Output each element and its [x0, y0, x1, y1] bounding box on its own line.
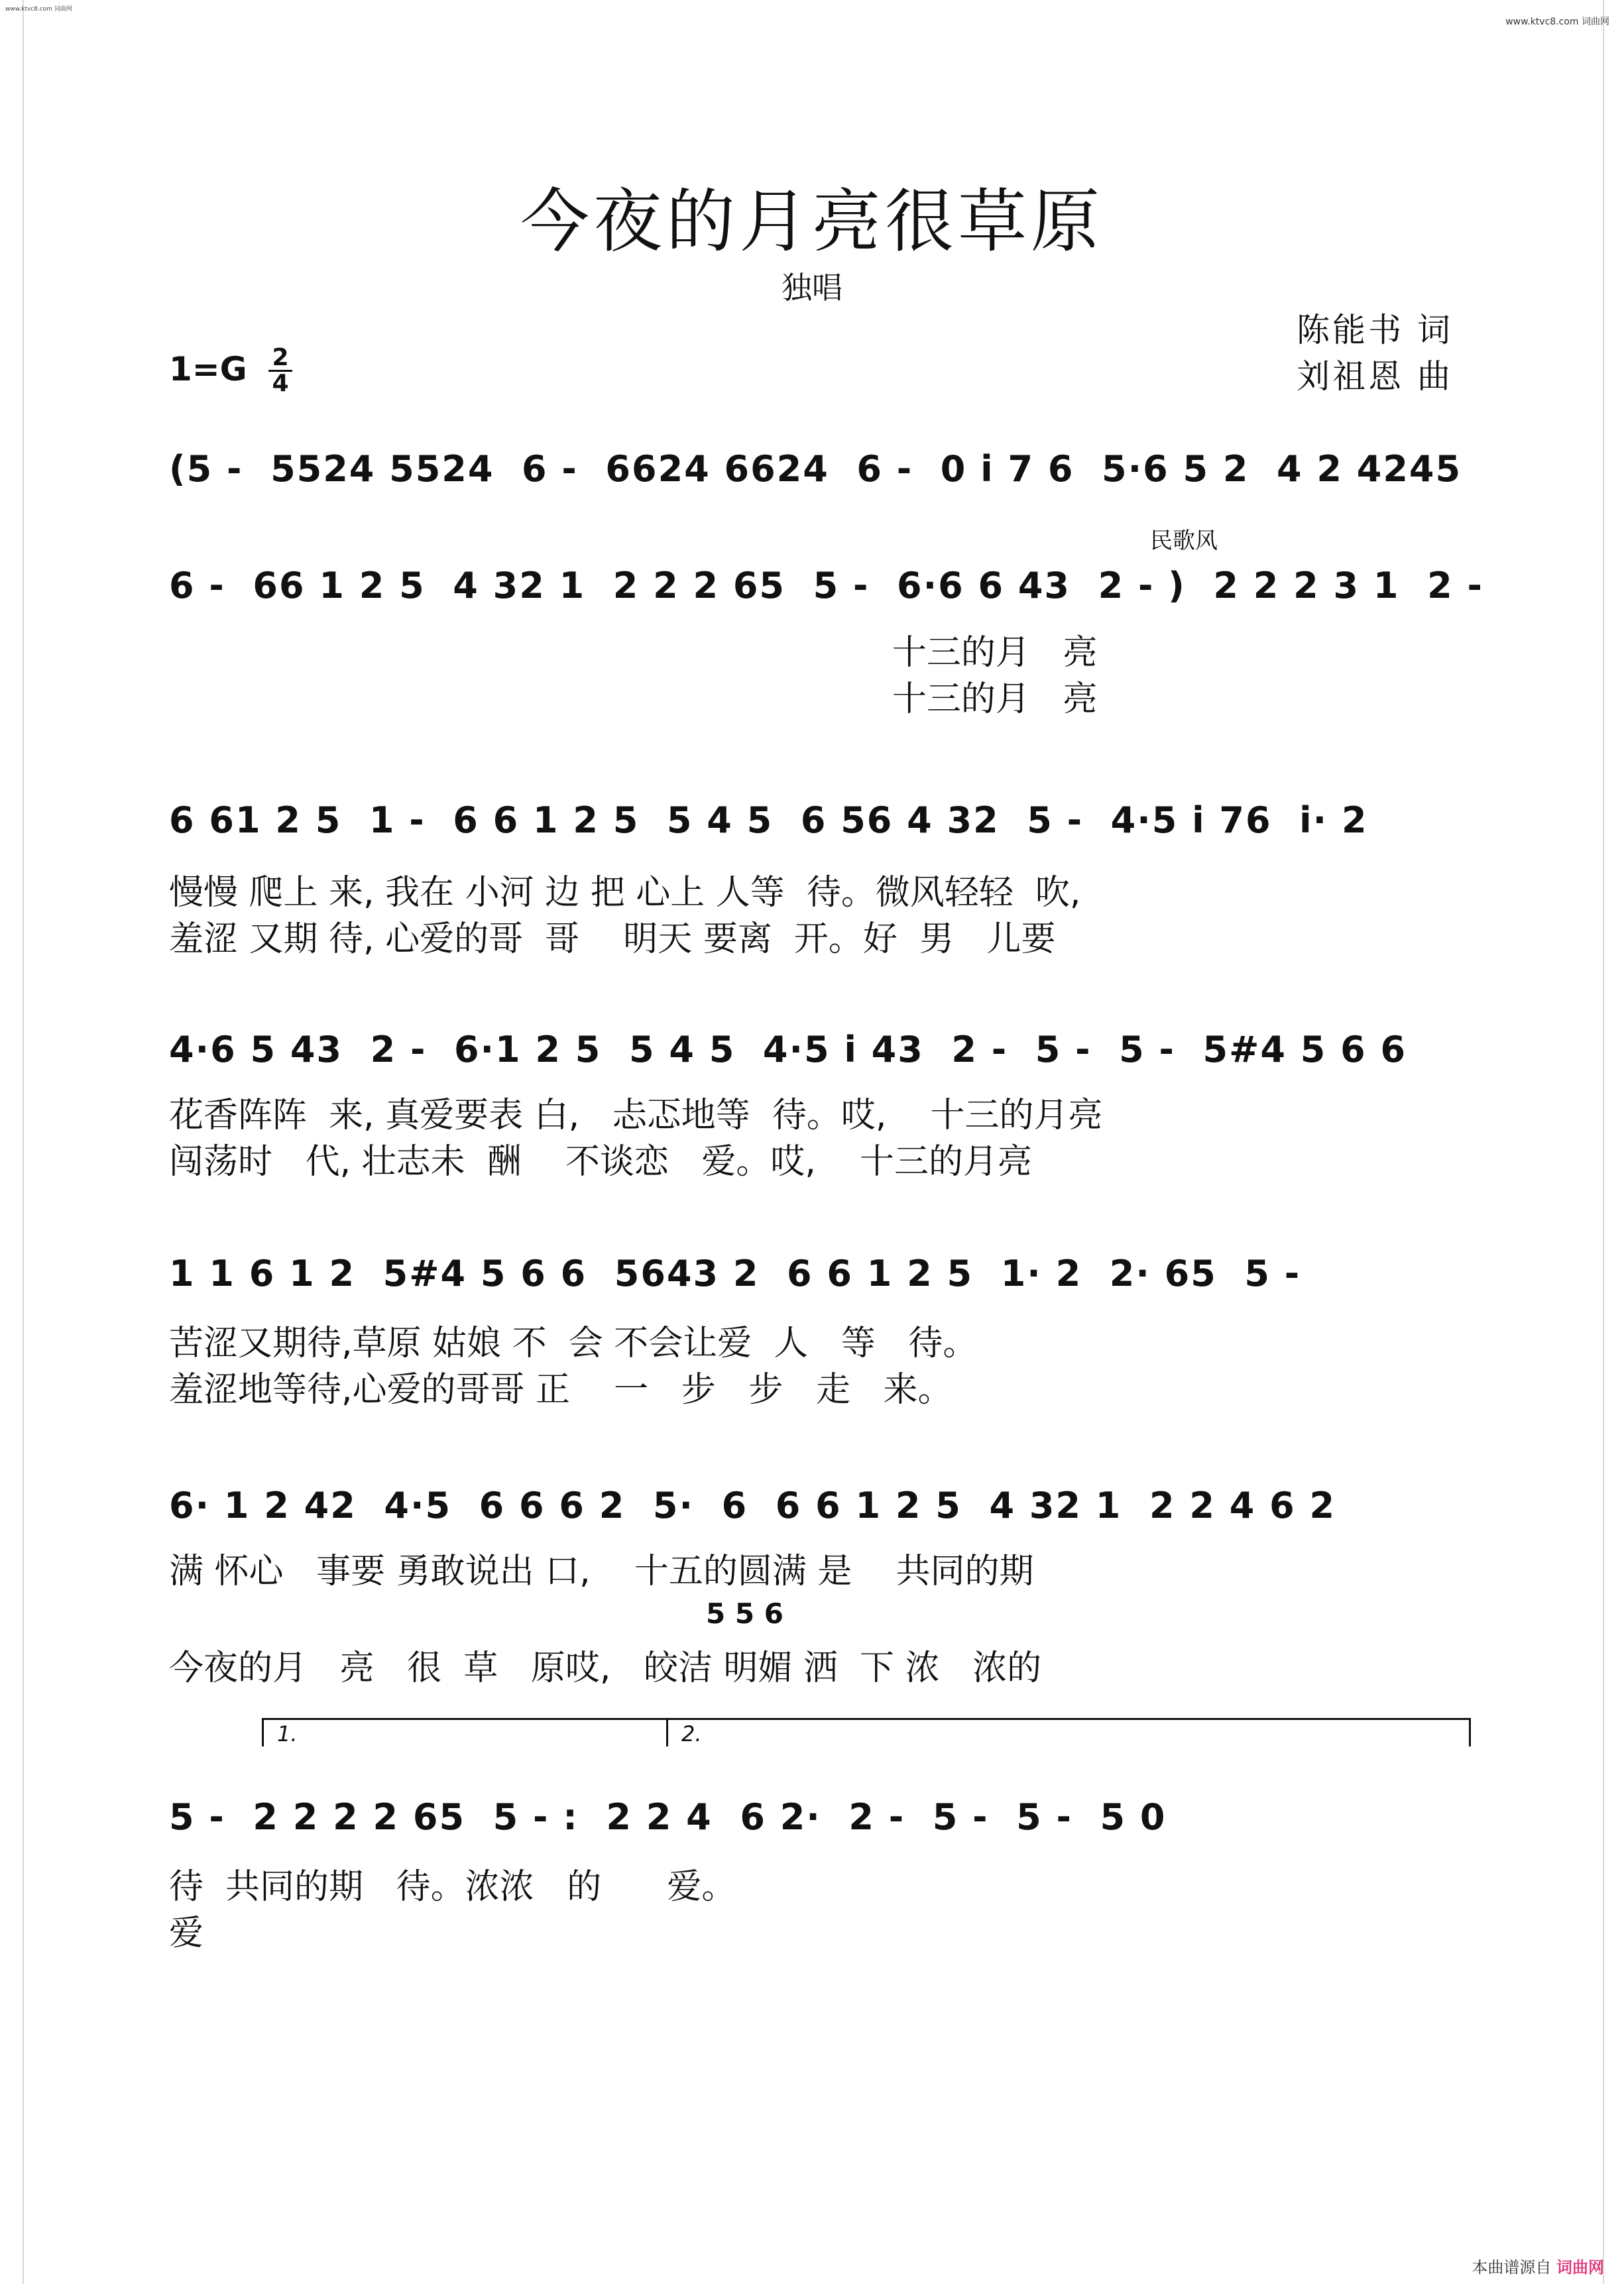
footer-source	[1472, 2254, 1604, 2277]
lyric-verse-1: 花香阵阵 来, 真爱要表 白, 忐忑地等 待。哎, 十三的月亮	[169, 1096, 1103, 1135]
notation-line: 6 - 66 1 2 5 4 32 1 2 2 2 65 5 - 6·6 6 43 2 - ) 2 2 2 3 1 2 -	[169, 565, 1483, 606]
time-numerator: 2	[268, 346, 292, 372]
style-mark: 民歌风	[1150, 528, 1218, 554]
notation-line: 1 1 6 1 2 5#4 5 6 6 5643 2 6 6 1 2 5 1· 2 2· 65 5 -	[169, 1253, 1301, 1294]
lyric-verse-1: 满 怀心 事要 勇敢说出 口, 十五的圆满 是 共同的期	[169, 1552, 1034, 1591]
time-signature	[268, 346, 292, 396]
notation-line: (5 - 5524 5524 6 - 6624 6624 6 - 0 i 7 6 5·6 5 2 4 2 4245	[169, 448, 1462, 490]
site-watermark-right: www.ktvc8.com 词曲网	[1505, 17, 1609, 27]
lyric-verse-1: 苦涩又期待,草原 姑娘 不 会 不会让爱 人 等 待。	[169, 1324, 978, 1363]
lyric-verse-2: 羞涩地等待,心爱的哥哥 正 一 步 步 走 来。	[169, 1370, 953, 1410]
lyric-verse-2: 爱	[169, 1913, 204, 1953]
notation-line: 6· 1 2 42 4·5 6 6 6 2 5· 6 6 6 1 2 5 4 32 1 2 2 4 6 2	[169, 1485, 1336, 1526]
volta-label: 1.	[277, 1721, 298, 1746]
notation-line: 4·6 5 43 2 - 6·1 2 5 5 4 5 4·5 i 43 2 - 5 - 5 - 5#4 5 6 6	[169, 1029, 1407, 1070]
song-subtitle: 独唱	[782, 270, 842, 306]
song-title: 今夜的月亮很草原	[520, 181, 1104, 262]
lyric-verse-2: 闯荡时 代, 壮志未 酬 不谈恋 爱。哎, 十三的月亮	[169, 1142, 1033, 1182]
notation-line: 5 - 2 2 2 2 65 5 - : 2 2 4 6 2· 2 - 5 - 5 - 5 0	[169, 1796, 1167, 1838]
lyric-verse-1: 十三的月 亮	[169, 633, 1098, 673]
lyric-verse-2: 羞涩 又期 待, 心爱的哥 哥 明天 要离 开。好 男 儿要	[169, 919, 1056, 959]
footer-source-text: 本曲谱源自	[1472, 2258, 1552, 2277]
site-watermark-left: www.ktvc8.com 词曲网	[5, 6, 72, 13]
key-signature: 1=G	[169, 350, 247, 388]
lyric-verse-1: 待 共同的期 待。浓浓 的 爱。	[169, 1867, 736, 1907]
lyric-verse-1: 慢慢 爬上 来, 我在 小河 边 把 心上 人等 待。微风轻轻 吹,	[169, 873, 1081, 913]
volta-second-ending	[666, 1718, 1471, 1746]
alternate-notes: 5 5 6	[706, 1597, 783, 1630]
volta-label: 2.	[681, 1721, 702, 1746]
composer-credit: 刘祖恩 曲	[1297, 357, 1453, 396]
lyric-verse-2: 十三的月 亮	[169, 679, 1098, 719]
notation-line: 6 61 2 5 1 - 6 6 1 2 5 5 4 5 6 56 4 32 5 - 4·5 i 76 i· 2	[169, 799, 1368, 841]
footer-brand-link[interactable]: 词曲网	[1556, 2258, 1604, 2277]
time-denominator: 4	[272, 370, 289, 397]
lyric-verse-2: 今夜的月 亮 很 草 原哎, 皎洁 明媚 洒 下 浓 浓的	[169, 1648, 1042, 1688]
lyricist-credit: 陈能书 词	[1297, 311, 1453, 349]
